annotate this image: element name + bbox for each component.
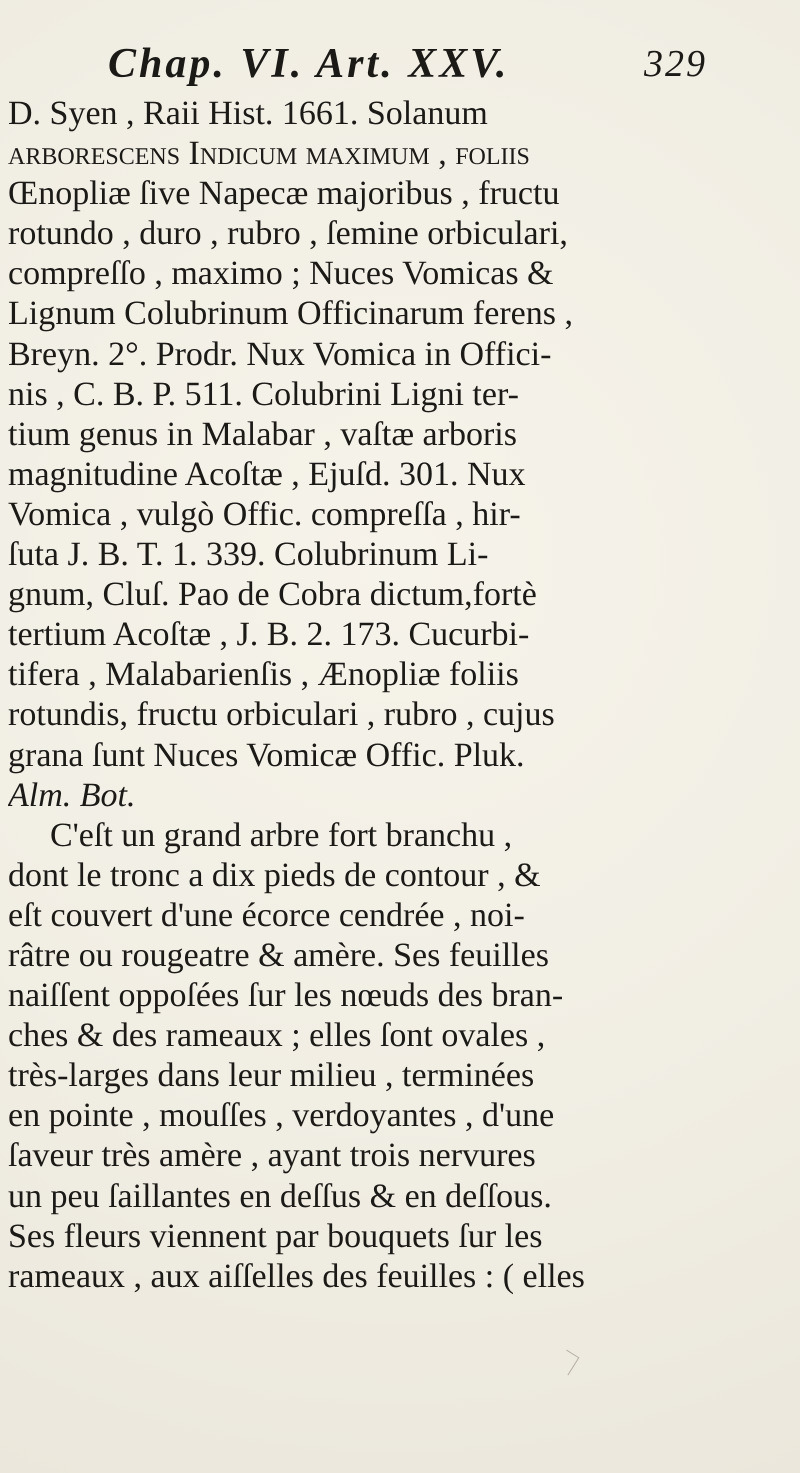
- text-line: ſaveur très amère , ayant trois nervures: [8, 1137, 536, 1175]
- page-header: [108, 34, 707, 94]
- text-line: grana ſunt Nuces Vomicæ Offic. Pluk.: [8, 736, 525, 774]
- text-line: magnitudine Acoſtæ , Ejuſd. 301. Nux: [8, 455, 526, 493]
- text-line: tertium Acoſtæ , J. B. 2. 173. Cucurbi-: [8, 616, 530, 654]
- text-line: eſt couvert d'une écorce cendrée , noi-: [8, 896, 525, 934]
- text-line: gnum, Cluſ. Pao de Cobra dictum,fortè: [8, 576, 537, 614]
- text-line: Alm. Bot.: [8, 776, 136, 814]
- text-line: très-larges dans leur milieu , terminées: [8, 1057, 535, 1095]
- text-line: en pointe , mouſſes , verdoyantes , d'une: [8, 1097, 555, 1135]
- text-line: rameaux , aux aiſſelles des feuilles : ( elles: [8, 1257, 585, 1295]
- text-column: [8, 94, 788, 1297]
- text-line: rotundo , duro , rubro , ſemine orbiculari,: [8, 215, 568, 253]
- text-line: nis , C. B. P. 511. Colubrini Ligni ter-: [8, 375, 519, 413]
- text-line: Breyn. 2°. Prodr. Nux Vomica in Offici-: [8, 335, 552, 373]
- text-line: ches & des rameaux ; elles ſont ovales ,: [8, 1017, 546, 1055]
- text-line: Œnopliæ ſive Napecæ majoribus , fructu: [8, 175, 560, 213]
- stray-pencil-mark: [556, 1350, 580, 1376]
- text-line: D. Syen , Raii Hist. 1661. Solanum: [8, 95, 488, 132]
- text-line: Vomica , vulgò Offic. compreſſa , hir-: [8, 495, 521, 533]
- text-line: naiſſent oppoſées ſur les nœuds des bran-: [8, 977, 564, 1015]
- text-line: dont le tronc a dix pieds de contour , &: [8, 856, 541, 894]
- text-line: compreſſo , maximo ; Nuces Vomicas &: [8, 255, 554, 293]
- text-line: rotundis, fructu orbiculari , rubro , cujus: [8, 696, 555, 734]
- text-line: Ses fleurs viennent par bouquets ſur les: [8, 1217, 543, 1255]
- text-line: tifera , Malabarienſis , Ænopliæ foliis: [8, 656, 519, 694]
- text-line: râtre ou rougeatre & amère. Ses feuilles: [8, 936, 549, 974]
- paragraph-start-line: C'eſt un grand arbre fort branchu ,: [50, 816, 513, 854]
- text-line: tium genus in Malabar , vaſtæ arboris: [8, 415, 517, 453]
- text-line: un peu ſaillantes en deſſus & en deſſous.: [8, 1177, 552, 1215]
- text-line: Lignum Colubrinum Officinarum ferens ,: [8, 295, 573, 333]
- text-line: ſuta J. B. T. 1. 339. Colubrinum Li-: [8, 536, 489, 574]
- page-number: 329: [644, 43, 707, 85]
- running-title: Chap. VI. Art. XXV.: [108, 41, 510, 87]
- text-line: arborescens Indicum maximum , foliis: [8, 135, 530, 173]
